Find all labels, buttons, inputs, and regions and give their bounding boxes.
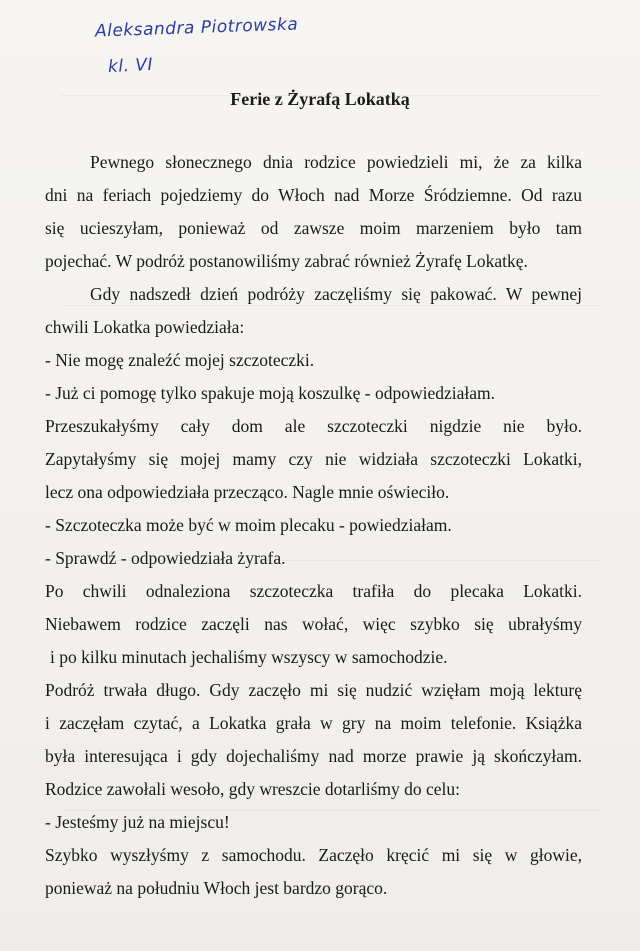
- page-title: Ferie z Żyrafą Lokatką: [230, 89, 410, 109]
- text-line: Podróż trwała długo. Gdy zaczęło mi się nudzić wzięłam moją lekturę: [45, 680, 582, 700]
- text-line: pojechać. W podróż postanowiliśmy zabrać również Żyrafę Lokatkę.: [45, 251, 528, 271]
- text-line: Pewnego słonecznego dnia rodzice powiedzieli mi, że za kilka: [90, 152, 582, 172]
- text-line: i po kilku minutach jechaliśmy wszyscy w samochodzie.: [50, 647, 448, 667]
- text-line: ponieważ na południu Włoch jest bardzo gorąco.: [45, 878, 388, 898]
- text-line: się ucieszyłam, ponieważ od zawsze moim marzeniem było tam: [45, 218, 582, 238]
- text-line: - Nie mogę znaleźć mojej szczoteczki.: [45, 350, 315, 370]
- text-line: Po chwili odnaleziona szczoteczka trafiła do plecaka Lokatki.: [45, 581, 582, 601]
- bleed-through-line: [60, 305, 600, 306]
- handwritten-author-name: Aleksandra Piotrowska: [94, 14, 299, 42]
- text-line: - Sprawdź - odpowiedziała żyrafa.: [45, 548, 286, 568]
- text-line: Szybko wyszłyśmy z samochodu. Zaczęło kręcić mi się w głowie,: [45, 845, 582, 865]
- text-line: lecz ona odpowiedziała przecząco. Nagle mnie oświeciło.: [45, 482, 450, 502]
- text-line: Zapytałyśmy się mojej mamy czy nie widziała szczoteczki Lokatki,: [45, 449, 582, 469]
- text-line: dni na feriach pojedziemy do Włoch nad Morze Śródziemne. Od razu: [45, 185, 582, 205]
- text-line: - Jesteśmy już na miejscu!: [45, 812, 230, 832]
- text-line: Przeszukałyśmy cały dom ale szczoteczki nigdzie nie było.: [45, 416, 582, 436]
- text-line: Niebawem rodzice zaczęli nas wołać, więc szybko się ubrałyśmy: [45, 614, 582, 634]
- text-line: chwili Lokatka powiedziała:: [45, 317, 245, 337]
- handwritten-class-label: kl. VI: [107, 54, 154, 78]
- text-line: - Szczoteczka może być w moim plecaku - powiedziałam.: [45, 515, 452, 535]
- text-line: i zaczęłam czytać, a Lokatka grała w gry na moim telefonie. Książka: [45, 713, 582, 733]
- text-line: - Już ci pomogę tylko spakuje moją koszulkę - odpowiedziałam.: [45, 383, 496, 403]
- text-line: Rodzice zawołali wesoło, gdy wreszcie dotarliśmy do celu:: [45, 779, 461, 799]
- text-line: Gdy nadszedł dzień podróży zaczęliśmy się pakować. W pewnej: [90, 284, 582, 304]
- text-line: była interesująca i gdy dojechaliśmy nad morze prawie ją skończyłam.: [45, 746, 582, 766]
